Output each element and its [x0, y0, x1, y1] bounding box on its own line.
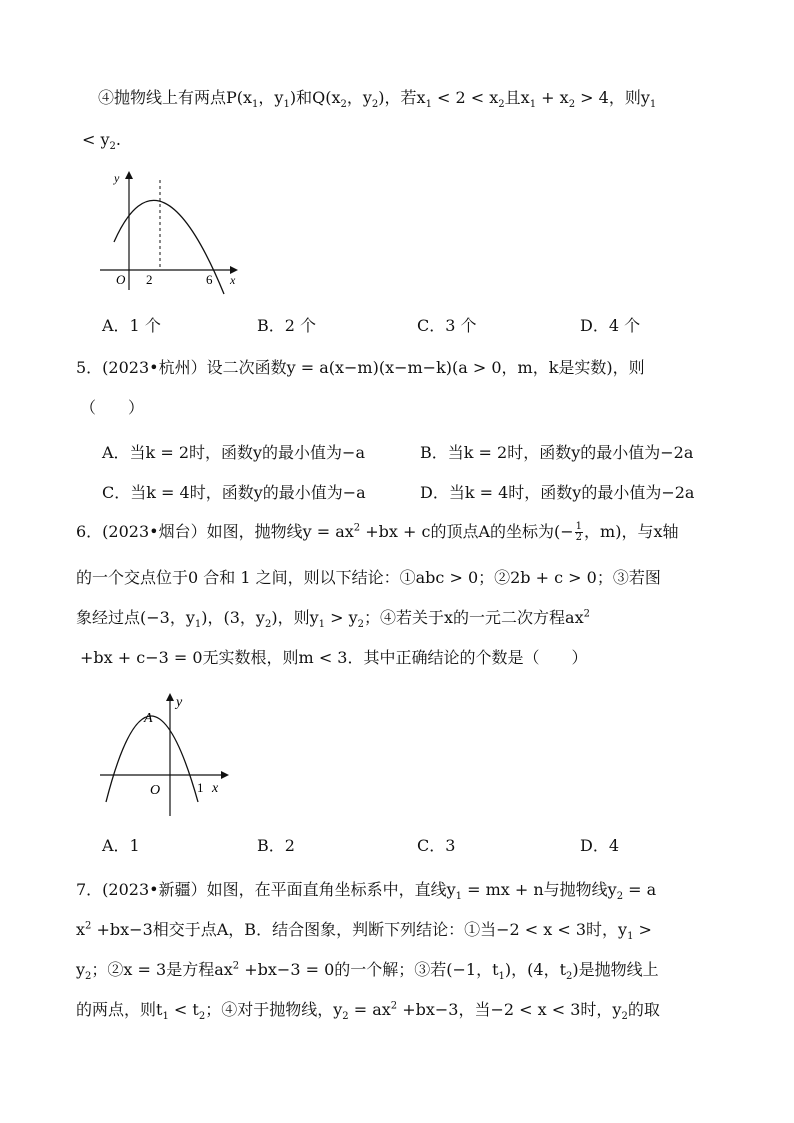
origin-label: O	[116, 272, 126, 287]
text: = mx + n与抛物线y	[462, 880, 617, 899]
text: 象经过点(−3，y	[76, 608, 195, 627]
frac-den: 2	[575, 532, 583, 543]
text: 的取	[627, 1000, 660, 1019]
sub: 1	[162, 1011, 169, 1023]
sub: 2	[357, 619, 365, 631]
x-axis-label: x	[230, 273, 236, 287]
text: < 2 < x	[431, 88, 499, 107]
sub: 2	[340, 99, 347, 111]
text: .	[115, 130, 121, 149]
sub: 1	[283, 99, 290, 111]
sub: 1	[649, 99, 657, 111]
sub: 2	[498, 99, 505, 111]
text: ；④若关于x的一元二次方程ax	[364, 608, 584, 627]
text: )，若x	[378, 88, 426, 107]
sub: 1	[498, 971, 505, 983]
sub: 1	[627, 931, 634, 943]
sub: 2	[85, 971, 92, 983]
text: = a	[623, 880, 657, 899]
sub: 2	[621, 1011, 628, 1023]
vertex-label: A	[144, 711, 153, 726]
sub: 2	[264, 619, 272, 631]
q6-question-line-1	[76, 522, 678, 543]
q6-option-b[interactable]: B．2	[257, 836, 295, 855]
q5-question: 5．(2023•杭州）设二次函数y = a(x−m)(x−m−k)(a > 0，m，k是实数)，则	[76, 358, 645, 377]
y-axis-label: y	[114, 171, 120, 185]
tick-6: 6	[206, 272, 213, 287]
text: ；④对于抛物线，y	[205, 1000, 343, 1019]
q4-option-a[interactable]: A．1 个	[102, 316, 161, 335]
sub: 1	[194, 619, 202, 631]
text: 的两点，则t	[76, 1000, 163, 1019]
text: ；②x = 3是方程ax	[91, 960, 233, 979]
q5-option-c[interactable]: C．当k = 4时，函数y的最小值为−a	[102, 483, 366, 502]
q4-option-d[interactable]: D．4 个	[580, 316, 641, 335]
tick-2: 2	[146, 272, 153, 287]
text: > 4，则y	[575, 88, 650, 107]
q7-question-line-3	[76, 960, 659, 983]
text: ，y	[346, 88, 372, 107]
origin-label: O	[150, 783, 161, 798]
q6-question-line-2: 的一个交点位于0 合和 1 之间，则以下结论：①abc > 0；②2b + c > 0；③若图	[76, 568, 661, 587]
text: 7．(2023•新疆）如图，在平面直角坐标系中，直线y	[76, 880, 456, 899]
sub: 2	[371, 99, 379, 111]
q7-question-line-4	[76, 1000, 660, 1023]
sup: 2	[353, 522, 361, 534]
text: 6．(2023•烟台）如图，抛物线y = ax	[76, 522, 354, 541]
q6-parabola-graph	[96, 690, 236, 820]
sup: 2	[85, 920, 92, 932]
text: +bx−3 = 0的一个解；③若(−1，t	[239, 960, 499, 979]
q5-option-b[interactable]: B．当k = 2时，函数y的最小值为−2a	[420, 443, 694, 462]
text: )是抛物线上	[572, 960, 659, 979]
sub: 2	[109, 141, 116, 153]
sub: 1	[455, 891, 462, 903]
q4-parabola-graph	[96, 166, 246, 296]
q5-answer-blank: （ ）	[80, 398, 145, 417]
sub: 1	[252, 99, 259, 111]
tick-1: 1	[197, 780, 204, 795]
q6-option-c[interactable]: C．3	[417, 836, 456, 855]
text: x	[76, 920, 86, 939]
text: = ax	[348, 1000, 391, 1019]
sup: 2	[583, 608, 590, 620]
sub: 2	[342, 1011, 349, 1023]
text: + x	[536, 88, 569, 107]
q6-question-line-3	[76, 608, 590, 631]
sub: 2	[566, 971, 573, 983]
sup: 2	[390, 1000, 398, 1012]
text: > y	[325, 608, 358, 627]
text: < y	[82, 130, 110, 149]
y-axis-arrow	[125, 171, 133, 179]
q5-option-a[interactable]: A．当k = 2时，函数y的最小值为−a	[102, 443, 365, 462]
sub: 1	[529, 99, 537, 111]
text: )和Q(x	[289, 88, 341, 107]
text: >	[633, 920, 652, 939]
x-axis-label: x	[212, 781, 219, 796]
x-axis-arrow	[221, 771, 229, 779]
q6-question-line-4: +bx + c−3 = 0无实数根，则m < 3．其中正确结论的个数是（ ）	[80, 648, 588, 667]
text: +bx−3相交于点A，B．结合图象，判断下列结论：①当−2 < x < 3时，y	[91, 920, 628, 939]
q4-option-b[interactable]: B．2 个	[257, 316, 317, 335]
text: )，(4，t	[504, 960, 567, 979]
text: < t	[168, 1000, 199, 1019]
q4-option-c[interactable]: C．3 个	[417, 316, 477, 335]
fraction-one-half	[575, 522, 583, 543]
sub: 1	[425, 99, 432, 111]
y-axis-label: y	[176, 695, 183, 710]
frac-num: 1	[575, 521, 583, 532]
text: ④抛物线上有两点P(x	[98, 88, 253, 107]
sup: 2	[232, 960, 240, 972]
text: )，则y	[271, 608, 319, 627]
text: ，y	[258, 88, 284, 107]
sub: 1	[318, 619, 326, 631]
q5-option-d[interactable]: D．当k = 4时，函数y的最小值为−2a	[420, 483, 695, 502]
text: +bx + c的顶点A的坐标为(−	[360, 522, 574, 541]
text: )，(3，y	[201, 608, 265, 627]
q7-question-line-2	[76, 920, 652, 943]
q7-question-line-1	[76, 880, 657, 903]
text: y	[76, 960, 86, 979]
sub: 2	[616, 891, 624, 903]
q6-option-a[interactable]: A．1	[102, 836, 140, 855]
q4-statement-4	[98, 88, 657, 111]
text: 且x	[504, 88, 530, 107]
text: +bx−3，当−2 < x < 3时，y	[397, 1000, 622, 1019]
sub: 2	[198, 1011, 206, 1023]
q6-option-d[interactable]: D．4	[580, 836, 620, 855]
sub: 2	[568, 99, 576, 111]
text: ，m)，与x轴	[584, 522, 679, 541]
q4-statement-4-cont	[82, 130, 121, 153]
y-axis-arrow	[166, 693, 174, 701]
